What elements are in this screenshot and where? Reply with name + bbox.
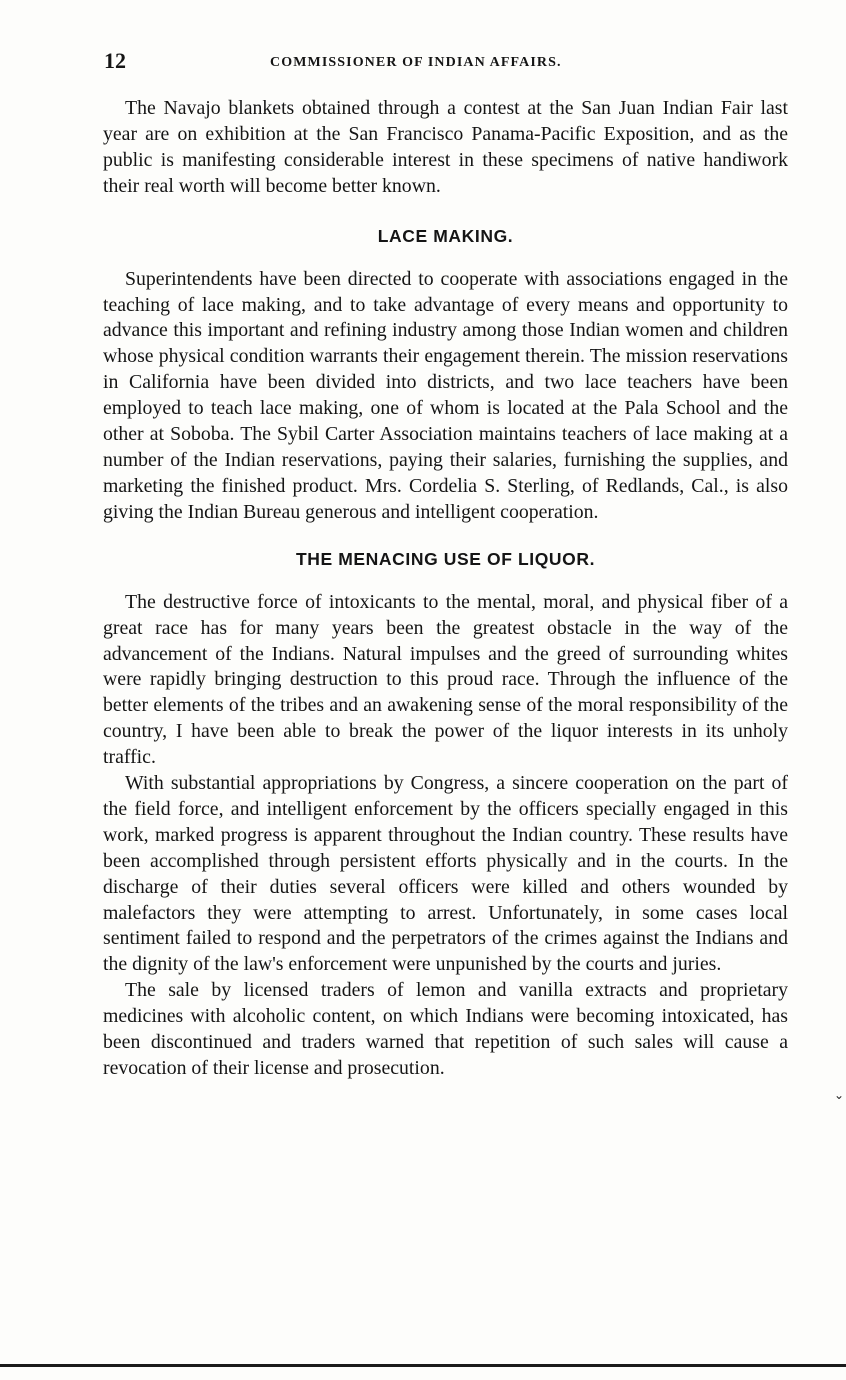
page-number: 12 [104, 48, 126, 73]
page-header [104, 48, 790, 78]
paragraph-liquor-sales: The sale by licensed traders of lemon and vanilla extracts and proprietary medicines with alcoholic content, on which Indians were becoming intoxicated, has been discontinued and traders warned that repetition of such sales will cause a revocation of their license and prosecution. [103, 979, 788, 1079]
margin-mark-icon: ⌄ [834, 1088, 845, 1102]
paragraph-liquor-enforcement: With substantial appropriations by Congress, a sincere cooperation on the part of the field force, and intelligent enforcement by the officers specially engaged in this work, marked progress is apparent throughout the Indian country. These results have been accomplished through persistent efforts physically and in the courts. In the discharge of their duties several officers were killed and others wounded by malefactors they were attempting to arrest. Unfortunately, in some cases local sentiment failed to respond and the perpetrators of the crimes against the Indians and the dignity of the law's enforcement were unpunished by the courts and juries. [103, 772, 788, 976]
paragraph-liquor-intro: The destructive force of intoxicants to the mental, moral, and physical fiber of a great race has for many years been the greatest obstacle in the way of the advancement of the Indians. Natural impulses and the greed of surrounding whites were rapidly bringing destruction to this proud race. Through the influence of the better elements of the tribes and an awakening sense of the moral responsibility of the country, I have been able to break the power of the liquor interests in its unholy traffic. [103, 590, 788, 769]
running-head: COMMISSIONER OF INDIAN AFFAIRS. [270, 55, 562, 70]
heading-lace-making: LACE MAKING. [377, 225, 514, 246]
paragraph-navajo-blankets: The Navajo blankets obtained through a contest at the San Juan Indian Fair last year are on exhibition at the San Francisco Panama-Pacific Exposition, and as the public is manifesting considerable interest in these specimens of native handiwork their real worth will become better known. [103, 97, 788, 197]
heading-liquor: THE MENACING USE OF LIQUOR. [295, 548, 596, 569]
body-text [103, 96, 788, 1082]
paragraph-lace-making: Superintendents have been directed to cooperate with associations engaged in the teaching of lace making, and to take advantage of every means and opportunity to advance this important and refining industry among those Indian women and children whose physical condition warrants their engagement therein. The mission reservations in California have been divided into districts, and two lace teachers have been employed to teach lace making, one of whom is located at the Pala School and the other at Soboba. The Sybil Carter Association maintains teachers of lace making at a number of the Indian reservations, paying their salaries, furnishing the supplies, and marketing the finished product. Mrs. Cordelia S. Sterling, of Redlands, Cal., is also giving the Indian Bureau generous and intelligent cooperation. [103, 267, 788, 523]
page-bottom-edge [0, 1364, 846, 1367]
